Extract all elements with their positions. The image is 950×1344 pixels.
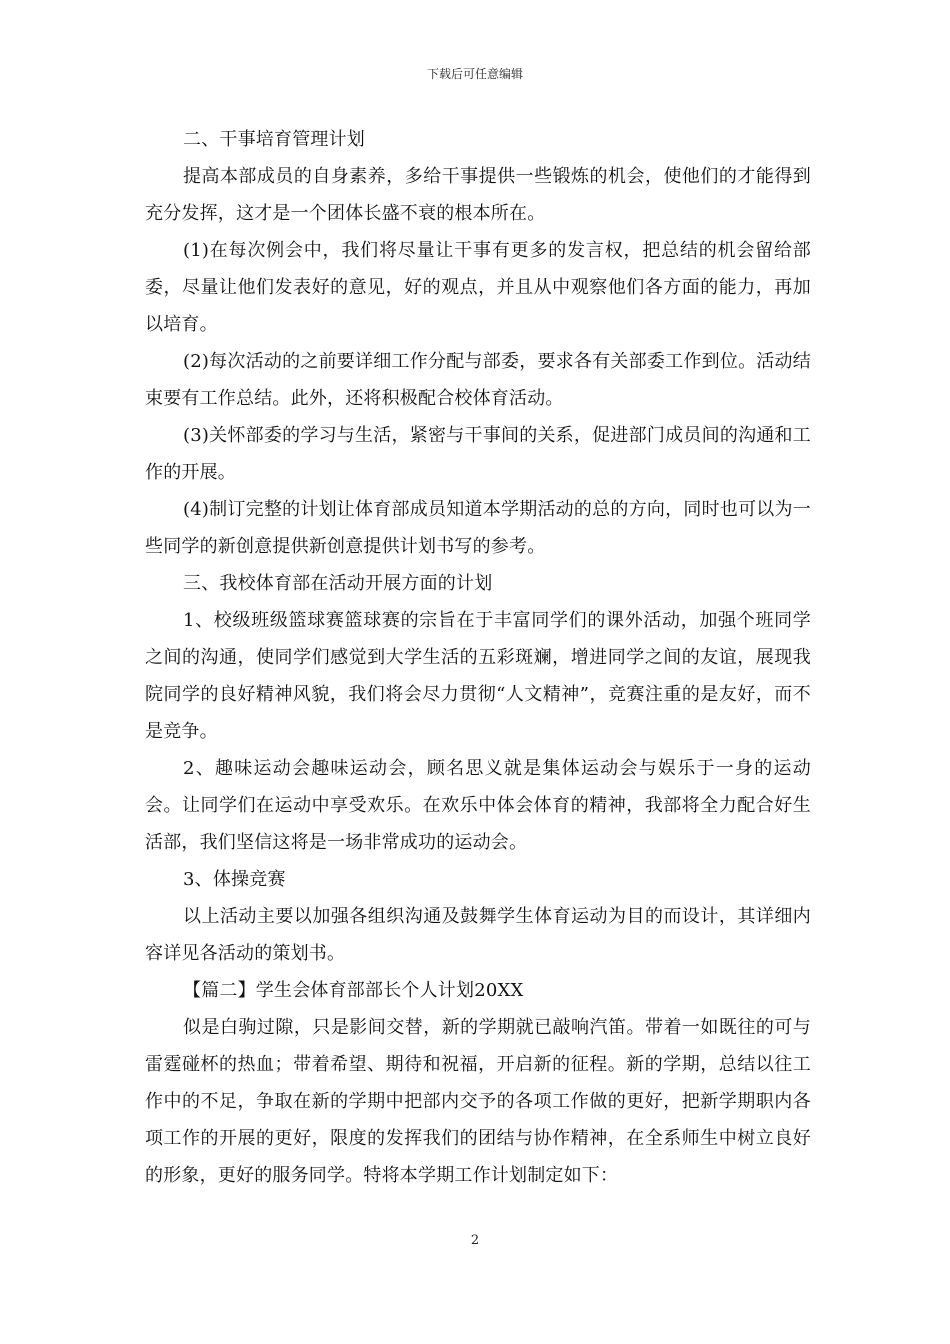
paragraph: 似是白驹过隙，只是影间交替，新的学期就已敲响汽笛。带着一如既往的可与雷霆碰杯的热血；带着希望、期待和祝福，开启新的征程。新的学期，总结以往工作中的不足，争取在新的学期中把部内交予的各项工作做的更好，把新学期职内各项工作的开展的更好，限度的发挥我们的团结与协作精神，在全系师生中树立良好的形象，更好的服务同学。特将本学期工作计划制定如下： <box>145 1017 811 1186</box>
page-header: 下载后可任意编辑 <box>426 67 523 81</box>
article-title: 【篇二】学生会体育部部长个人计划20XX <box>183 980 524 1001</box>
paragraph: 1、校级班级篮球赛篮球赛的宗旨在于丰富同学们的课外活动，加强个班同学之间的沟通，使同学们感觉到大学生活的五彩斑斓，增进同学之间的友谊，展现我院同学的良好精神风貌，我们将会尽力贯彻“人文精神”，竞赛注重的是友好，而不是竞争。 <box>145 610 811 742</box>
paragraph: (1)在每次例会中，我们将尽量让干事有更多的发言权，把总结的机会留给部委，尽量让他们发表好的意见，好的观点，并且从中观察他们各方面的能力，再加以培育。 <box>145 240 811 335</box>
paragraph: (4)制订完整的计划让体育部成员知道本学期活动的总的方向，同时也可以为一些同学的新创意提供新创意提供计划书写的参考。 <box>145 499 811 557</box>
paragraph: 2、趣味运动会趣味运动会，顾名思义就是集体运动会与娱乐于一身的运动会。让同学们在运动中享受欢乐。在欢乐中体会体育的精神，我部将全力配合好生活部，我们坚信这将是一场非常成功的运动会。 <box>145 758 811 853</box>
paragraph: 以上活动主要以加强各组织沟通及鼓舞学生体育运动为目的而设计，其详细内容详见各活动的策划书。 <box>145 906 811 964</box>
paragraph: (2)每次活动的之前要详细工作分配与部委，要求各有关部委工作到位。活动结束要有工作总结。此外，还将积极配合校体育活动。 <box>145 351 811 409</box>
page-number: 2 <box>470 1233 480 1248</box>
paragraph: 3、体操竞赛 <box>183 869 286 890</box>
paragraph: (3)关怀部委的学习与生活，紧密与干事间的关系，促进部门成员间的沟通和工作的开展。 <box>145 425 811 483</box>
document-body <box>145 121 811 1194</box>
section-heading-3: 三、我校体育部在活动开展方面的计划 <box>183 573 493 594</box>
section-heading-2: 二、干事培育管理计划 <box>183 129 365 150</box>
paragraph: 提高本部成员的自身素养，多给干事提供一些锻炼的机会，使他们的才能得到充分发挥，这才是一个团体长盛不衰的根本所在。 <box>145 166 811 224</box>
